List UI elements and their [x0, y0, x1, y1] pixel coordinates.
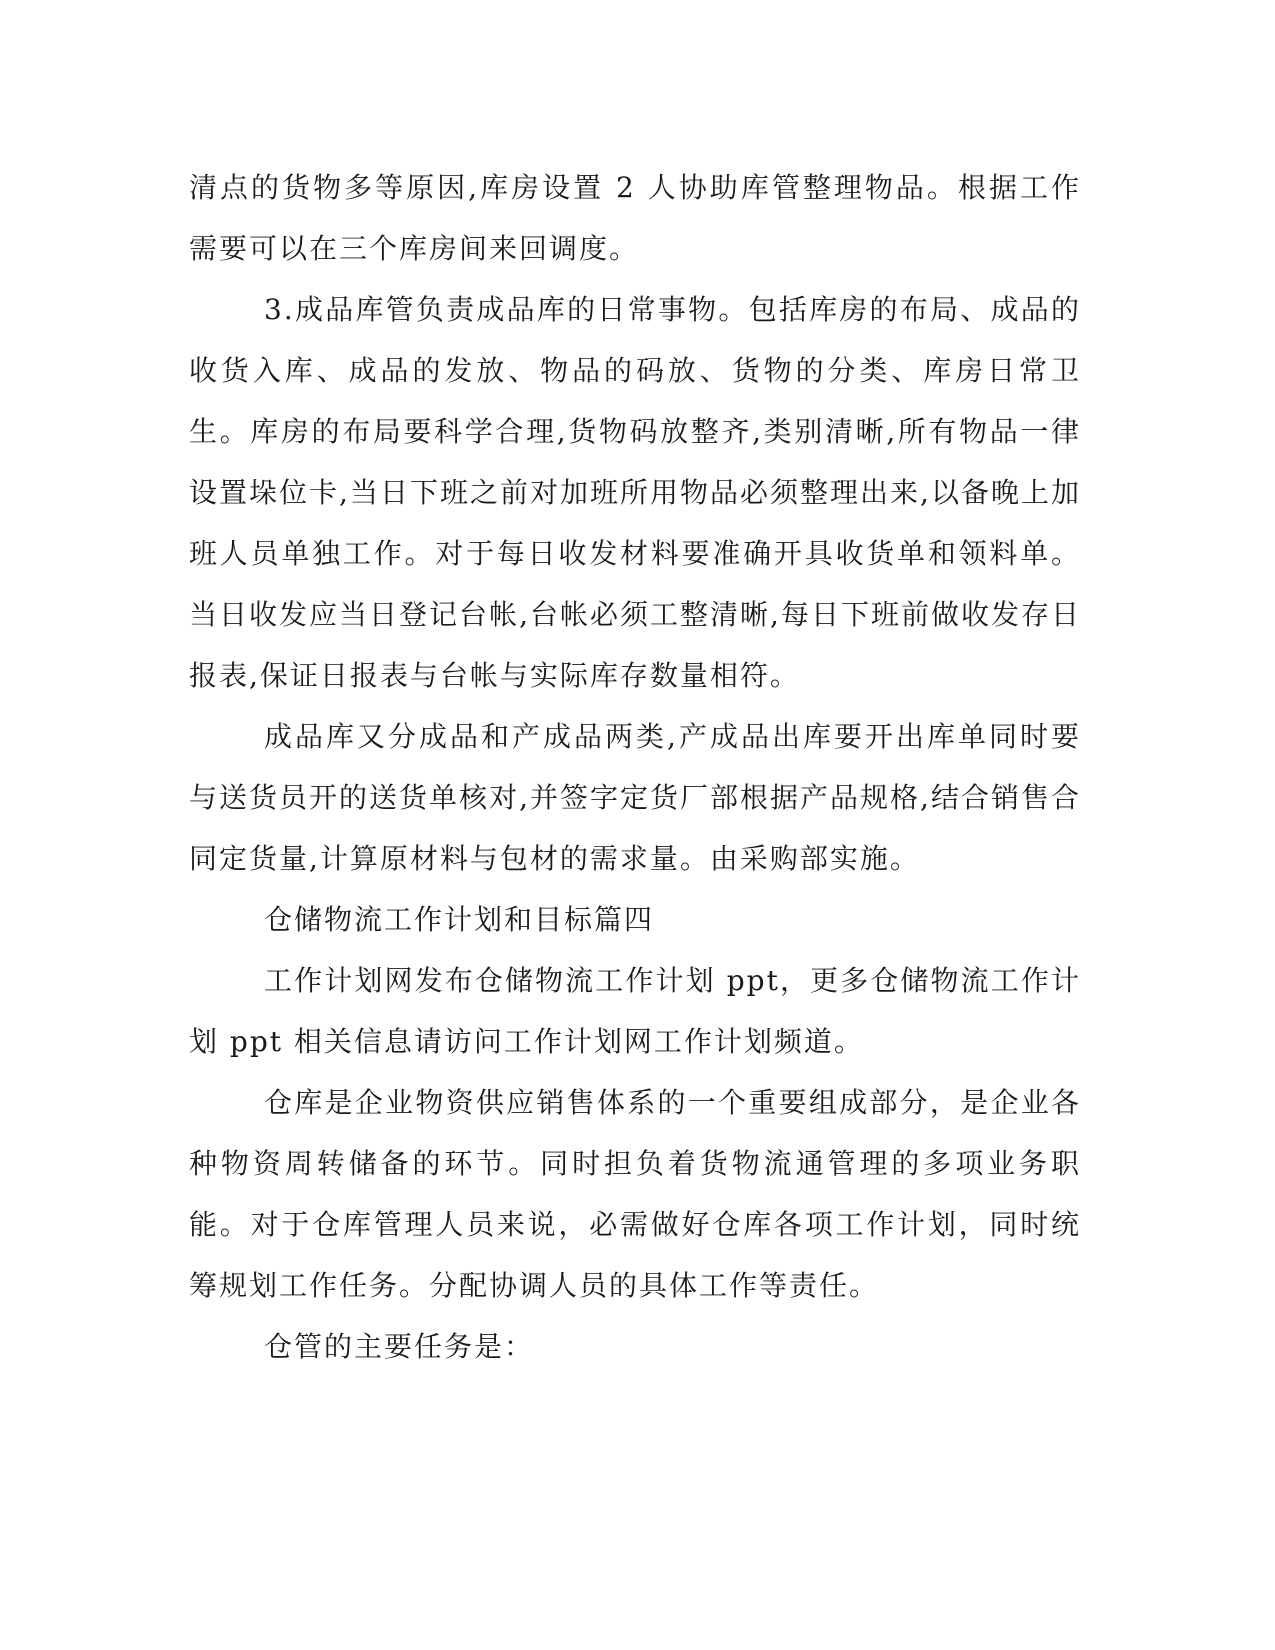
paragraph-finished-goods-manager: 3.成品库管负责成品库的日常事物。包括库房的布局、成品的收货入库、成品的发放、物品的码放、货物的分类、库房日常卫生。库房的布局要科学合理,货物码放整齐,类别清晰,所有物品一律设置垛位卡,当日下班之前对加班所用物品必须整理出来,以备晚上加班人员单独工作。对于每日收发材料要准确开具收货单和领料单。当日收发应当日登记台帐,台帐必须工整清晰,每日下班前做收发存日报表,保证日报表与台帐与实际库存数量相符。: [189, 293, 1081, 692]
paragraph-plan-announcement: 工作计划网发布仓储物流工作计划 ppt，更多仓储物流工作计划 ppt 相关信息请访问工作计划网工作计划频道。: [189, 964, 1081, 1058]
paragraph-continuation: 清点的货物多等原因,库房设置 2 人协助库管整理物品。根据工作需要可以在三个库房间来回调度。: [189, 171, 1081, 265]
paragraph-warehouse-role: 仓库是企业物资供应销售体系的一个重要组成部分，是企业各种物资周转储备的环节。同时担负着货物流通管理的多项业务职能。对于仓库管理人员来说，必需做好仓库各项工作计划，同时统筹规划工作任务。分配协调人员的具体工作等责任。: [189, 1086, 1081, 1302]
section-heading: 仓储物流工作计划和目标篇四: [264, 903, 655, 936]
paragraph-main-tasks: 仓管的主要任务是：: [264, 1330, 535, 1363]
paragraph-finished-goods-categories: 成品库又分成品和产成品两类,产成品出库要开出库单同时要与送货员开的送货单核对,并签字定货厂部根据产品规格,结合销售合同定货量,计算原材料与包材的需求量。由采购部实施。: [189, 720, 1081, 875]
document-body: [189, 157, 1081, 1377]
